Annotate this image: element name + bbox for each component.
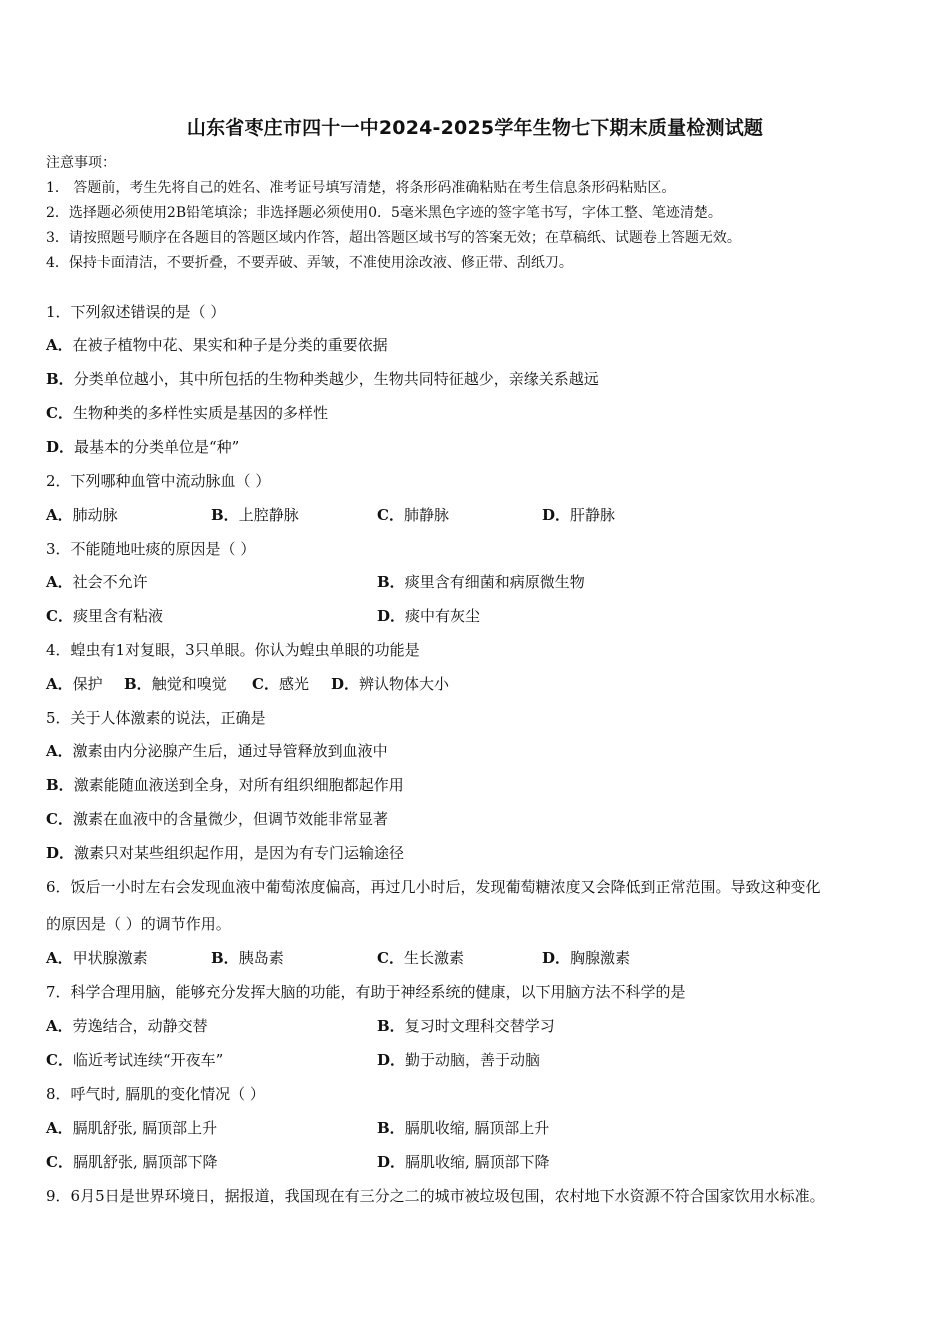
page-title: 山东省枣庄市四十一中2024-2025学年生物七下期末质量检测试题 xyxy=(186,117,764,139)
option-text: 辨认物体大小 xyxy=(359,675,450,693)
option-text: 甲状腺激素 xyxy=(72,949,148,967)
notice-item: 4．保持卡面清洁，不要折叠，不要弄破、弄皱，不准使用涂改液、修正带、刮纸刀。 xyxy=(46,255,573,271)
option-letter: B． xyxy=(124,675,152,693)
option xyxy=(46,571,148,592)
option-letter: B． xyxy=(377,573,405,591)
option-text: 分类单位越小，其中所包括的生物种类越少，生物共同特征越少，亲缘关系越远 xyxy=(73,370,599,388)
option-letter: D． xyxy=(542,506,571,524)
notice-item: 1． 答题前，考生先将自己的姓名、准考证号填写清楚，将条形码准确粘贴在考生信息条形码粘贴区。 xyxy=(46,180,676,196)
option-letter: D． xyxy=(331,675,360,693)
option-text: 勤于动脑，善于动脑 xyxy=(405,1051,541,1069)
option-text: 激素由内分泌腺产生后，通过导管释放到血液中 xyxy=(72,742,388,760)
option xyxy=(46,1049,223,1070)
option-text: 激素只对某些组织起作用，是因为有专门运输途径 xyxy=(74,844,405,862)
option xyxy=(211,504,299,525)
option-text: 复习时文理科交替学习 xyxy=(404,1017,555,1035)
question-stem: 1．下列叙述错误的是（ ） xyxy=(46,303,226,321)
option-line xyxy=(46,436,239,457)
option-text: 临近考试连续“开夜车” xyxy=(72,1051,224,1069)
option xyxy=(211,947,284,968)
option xyxy=(377,1049,540,1070)
option-letter: B． xyxy=(211,506,239,524)
option xyxy=(377,504,449,525)
question-stem: 4．蝗虫有1对复眼，3只单眼。你认为蝗虫单眼的功能是 xyxy=(46,641,420,659)
option-text: 痰里含有粘液 xyxy=(72,607,163,625)
option-text: 膈肌收缩, 膈顶部上升 xyxy=(404,1119,550,1137)
option xyxy=(46,605,163,626)
option xyxy=(46,1151,218,1172)
option-line xyxy=(46,368,599,389)
option xyxy=(377,571,585,592)
option-text: 肺动脉 xyxy=(72,506,118,524)
option-letter: C． xyxy=(46,1051,73,1069)
option-line xyxy=(46,808,388,829)
option xyxy=(331,673,449,694)
notice-heading: 注意事项： xyxy=(46,155,116,171)
option xyxy=(46,1117,217,1138)
option-letter: D． xyxy=(377,1153,406,1171)
option-letter: A． xyxy=(46,1017,73,1035)
option xyxy=(377,1117,549,1138)
option-letter: C． xyxy=(46,1153,73,1171)
option-letter: C． xyxy=(46,607,73,625)
option-letter: D． xyxy=(46,844,75,862)
question-stem-continued: 的原因是（ ）的调节作用。 xyxy=(46,915,231,933)
option xyxy=(46,673,103,694)
option-text: 激素能随血液送到全身，对所有组织细胞都起作用 xyxy=(73,776,404,794)
question-stem: 3．不能随地吐痰的原因是（ ） xyxy=(46,540,256,558)
question-stem: 6．饭后一小时左右会发现血液中葡萄浓度偏高，再过几小时后，发现葡萄糖浓度又会降低到正常范围。导致这种变化 xyxy=(46,878,821,896)
notice-item: 2．选择题必须使用2B铅笔填涂；非选择题必须使用0．5毫米黑色字迹的签字笔书写，字体工整、笔迹清楚。 xyxy=(46,205,722,221)
option-text: 社会不允许 xyxy=(72,573,148,591)
question-stem: 8．呼气时, 膈肌的变化情况（ ） xyxy=(46,1085,265,1103)
option-text: 触觉和嗅觉 xyxy=(151,675,227,693)
option-text: 膈肌收缩, 膈顶部下降 xyxy=(405,1153,550,1171)
option-line xyxy=(46,842,404,863)
option-letter: C． xyxy=(46,810,73,828)
option-letter: A． xyxy=(46,675,73,693)
option-line xyxy=(46,334,388,355)
option xyxy=(46,947,148,968)
question-stem: 9．6月5日是世界环境日，据报道，我国现在有三分之二的城市被垃圾包围，农村地下水资源不符合国家饮用水标准。 xyxy=(46,1187,825,1205)
option-text: 劳逸结合，动静交替 xyxy=(72,1017,208,1035)
notice-item: 3．请按照题号顺序在各题目的答题区域内作答，超出答题区域书写的答案无效；在草稿纸、试题卷上答题无效。 xyxy=(46,230,741,246)
option xyxy=(377,1015,555,1036)
option-letter: D． xyxy=(46,438,75,456)
option-letter: B． xyxy=(46,776,74,794)
option-text: 激素在血液中的含量微少，但调节效能非常显著 xyxy=(72,810,388,828)
option xyxy=(46,504,118,525)
option-letter: A． xyxy=(46,573,73,591)
option-letter: B． xyxy=(377,1017,405,1035)
option-letter: B． xyxy=(211,949,239,967)
option-text: 生物种类的多样性实质是基因的多样性 xyxy=(72,404,328,422)
question-stem: 5．关于人体激素的说法，正确是 xyxy=(46,709,266,727)
option-line xyxy=(46,402,328,423)
option-letter: D． xyxy=(377,607,406,625)
question-stem: 2．下列哪种血管中流动脉血（ ） xyxy=(46,472,271,490)
option-letter: A． xyxy=(46,336,73,354)
option xyxy=(377,605,480,626)
option-text: 胸腺激素 xyxy=(570,949,631,967)
option-text: 感光 xyxy=(278,675,309,693)
option-letter: D． xyxy=(542,949,571,967)
option xyxy=(124,673,227,694)
option-line xyxy=(46,740,388,761)
option-letter: A． xyxy=(46,949,73,967)
option-text: 肝静脉 xyxy=(570,506,616,524)
option-letter: D． xyxy=(377,1051,406,1069)
option-text: 生长激素 xyxy=(403,949,464,967)
option-letter: B． xyxy=(377,1119,405,1137)
option-letter: A． xyxy=(46,742,73,760)
option-text: 胰岛素 xyxy=(238,949,284,967)
option-letter: A． xyxy=(46,1119,73,1137)
option xyxy=(252,673,309,694)
option-text: 膈肌舒张, 膈顶部上升 xyxy=(72,1119,218,1137)
option xyxy=(542,504,615,525)
option-text: 在被子植物中花、果实和种子是分类的重要依据 xyxy=(72,336,388,354)
option-line xyxy=(46,774,404,795)
option xyxy=(377,1151,550,1172)
option-text: 痰里含有细菌和病原微生物 xyxy=(404,573,585,591)
option xyxy=(542,947,630,968)
option-text: 最基本的分类单位是“种” xyxy=(74,438,240,456)
option-letter: A． xyxy=(46,506,73,524)
option-letter: B． xyxy=(46,370,74,388)
option xyxy=(377,947,464,968)
option-text: 保护 xyxy=(72,675,103,693)
option-text: 膈肌舒张, 膈顶部下降 xyxy=(72,1153,218,1171)
option-letter: C． xyxy=(377,949,404,967)
option xyxy=(46,1015,208,1036)
option-text: 上腔静脉 xyxy=(238,506,299,524)
option-letter: C． xyxy=(46,404,73,422)
option-letter: C． xyxy=(252,675,279,693)
question-stem: 7．科学合理用脑，能够充分发挥大脑的功能，有助于神经系统的健康，以下用脑方法不科学的是 xyxy=(46,983,686,1001)
option-text: 肺静脉 xyxy=(403,506,449,524)
option-letter: C． xyxy=(377,506,404,524)
option-text: 痰中有灰尘 xyxy=(405,607,481,625)
